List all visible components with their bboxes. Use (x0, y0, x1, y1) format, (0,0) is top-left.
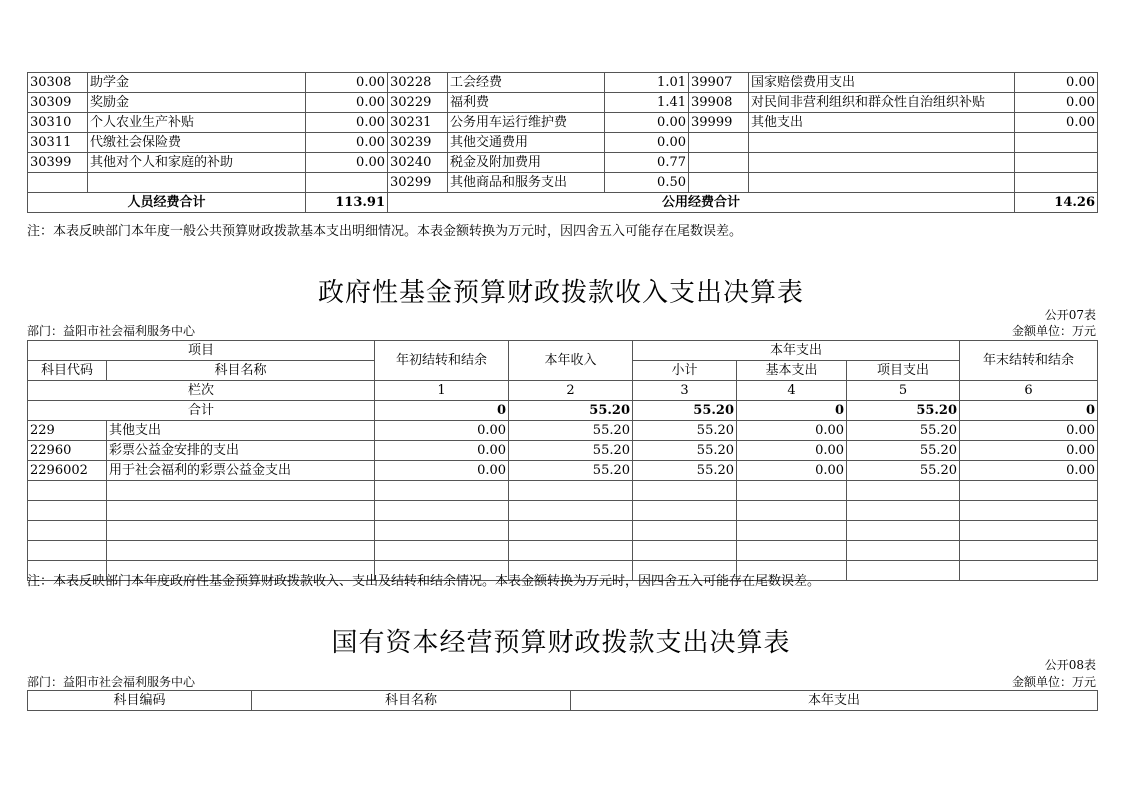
table-cell: 奖励金 (88, 93, 306, 113)
empty-cell (737, 481, 847, 501)
empty-cell (960, 521, 1098, 541)
table-cell: 22960 (28, 441, 107, 461)
header-end-balance: 年末结转和结余 (960, 341, 1098, 381)
table-cell: 30310 (28, 113, 88, 133)
table-cell: 30299 (388, 173, 448, 193)
table-cell: 55.20 (633, 421, 737, 441)
table-cell: 其他支出 (107, 421, 375, 441)
table-cell: 0.00 (737, 441, 847, 461)
total-cell: 0 (737, 401, 847, 421)
empty-cell (28, 501, 107, 521)
table-row (28, 461, 1098, 481)
table7-code: 公开07表 (1044, 308, 1096, 322)
total-cell: 0 (375, 401, 509, 421)
header-code: 科目代码 (28, 361, 107, 381)
empty-row (28, 481, 1098, 501)
table-cell: 55.20 (509, 421, 633, 441)
table-cell: 30308 (28, 73, 88, 93)
empty-cell (633, 481, 737, 501)
total-label: 合计 (28, 401, 375, 421)
table8-unit: 金额单位：万元 (1011, 675, 1096, 689)
empty-cell (107, 541, 375, 561)
table-cell: 0.00 (960, 461, 1098, 481)
header-subtotal: 小计 (633, 361, 737, 381)
empty-cell (107, 521, 375, 541)
table-cell: 0.00 (306, 133, 388, 153)
empty-cell (375, 481, 509, 501)
table-cell: 0.00 (306, 113, 388, 133)
table-cell: 彩票公益金安排的支出 (107, 441, 375, 461)
table-cell: 用于社会福利的彩票公益金支出 (107, 461, 375, 481)
table-cell: 0.00 (306, 93, 388, 113)
header-basic: 基本支出 (737, 361, 847, 381)
state-capital-table (27, 690, 1098, 711)
empty-cell (509, 541, 633, 561)
table7-unit: 金额单位：万元 (1011, 324, 1096, 338)
table-cell (1015, 173, 1098, 193)
table-cell: 55.20 (633, 441, 737, 461)
total-row (28, 401, 1098, 421)
table-cell (749, 153, 1015, 173)
table-cell (689, 173, 749, 193)
empty-cell (737, 501, 847, 521)
table-cell: 0.00 (960, 441, 1098, 461)
table-cell (1015, 133, 1098, 153)
empty-cell (375, 501, 509, 521)
empty-cell (28, 541, 107, 561)
table-cell (28, 173, 88, 193)
table-cell: 其他交通费用 (448, 133, 605, 153)
table-cell: 0.00 (375, 441, 509, 461)
table-cell (689, 133, 749, 153)
empty-row (28, 501, 1098, 521)
column-index: 6 (960, 381, 1098, 401)
table-cell: 0.50 (605, 173, 689, 193)
empty-cell (375, 541, 509, 561)
table-cell (749, 173, 1015, 193)
header-project: 项目支出 (847, 361, 960, 381)
empty-cell (633, 501, 737, 521)
header-name: 科目名称 (252, 691, 571, 711)
totals-row (28, 193, 1098, 213)
empty-cell (960, 561, 1098, 581)
table-cell: 公务用车运行维护费 (448, 113, 605, 133)
table-cell: 个人农业生产补贴 (88, 113, 306, 133)
table-cell (88, 173, 306, 193)
table-cell: 30311 (28, 133, 88, 153)
table-cell: 30228 (388, 73, 448, 93)
table-cell: 其他商品和服务支出 (448, 173, 605, 193)
table-row (28, 173, 1098, 193)
table-cell: 其他对个人和家庭的补助 (88, 153, 306, 173)
table-cell: 0.00 (737, 461, 847, 481)
empty-cell (28, 481, 107, 501)
table-cell: 国家赔偿费用支出 (749, 73, 1015, 93)
table-cell: 2296002 (28, 461, 107, 481)
table-row (28, 441, 1098, 461)
header-name: 科目名称 (107, 361, 375, 381)
table-cell (1015, 153, 1098, 173)
table8-title: 国有资本经营预算财政拨款支出决算表 (331, 628, 791, 658)
empty-cell (960, 501, 1098, 521)
table-cell (749, 133, 1015, 153)
table-cell: 税金及附加费用 (448, 153, 605, 173)
table-cell: 工会经费 (448, 73, 605, 93)
column-index: 3 (633, 381, 737, 401)
table-row (28, 73, 1098, 93)
table-cell: 55.20 (509, 441, 633, 461)
table-cell: 30231 (388, 113, 448, 133)
header-code: 科目编码 (28, 691, 252, 711)
table-cell: 229 (28, 421, 107, 441)
table-cell: 39999 (689, 113, 749, 133)
table8-department: 部门：益阳市社会福利服务中心 (27, 675, 196, 689)
column-index: 5 (847, 381, 960, 401)
empty-cell (847, 561, 960, 581)
empty-cell (509, 501, 633, 521)
table-cell: 其他支出 (749, 113, 1015, 133)
table-cell: 39908 (689, 93, 749, 113)
table7-department: 部门：益阳市社会福利服务中心 (27, 324, 196, 338)
empty-cell (847, 541, 960, 561)
empty-cell (28, 521, 107, 541)
table-cell: 0.00 (737, 421, 847, 441)
table-cell: 0.00 (306, 73, 388, 93)
total-public-label: 公用经费合计 (388, 193, 1015, 213)
header-begin-balance: 年初结转和结余 (375, 341, 509, 381)
empty-row (28, 521, 1098, 541)
table7-note: 注：本表反映部门本年度政府性基金预算财政拨款收入、支出及结转和结余情况。本表金额转换为万元时，因四舍五入可能存在尾数误差。 (27, 574, 821, 589)
table8-code: 公开08表 (1044, 658, 1096, 672)
table-cell: 0.00 (960, 421, 1098, 441)
table-cell: 30309 (28, 93, 88, 113)
empty-cell (107, 501, 375, 521)
empty-cell (633, 541, 737, 561)
column-index: 1 (375, 381, 509, 401)
table-cell: 0.77 (605, 153, 689, 173)
table-row (28, 153, 1098, 173)
table-cell: 30239 (388, 133, 448, 153)
header-expense: 本年支出 (633, 341, 960, 361)
empty-cell (737, 541, 847, 561)
table-cell: 1.01 (605, 73, 689, 93)
empty-cell (737, 521, 847, 541)
table-row (28, 421, 1098, 441)
empty-cell (633, 521, 737, 541)
total-personnel-label: 人员经费合计 (28, 193, 306, 213)
total-cell: 0 (960, 401, 1098, 421)
empty-cell (107, 481, 375, 501)
table-cell (306, 173, 388, 193)
table-cell: 0.00 (605, 113, 689, 133)
table-cell: 0.00 (375, 461, 509, 481)
table-cell: 助学金 (88, 73, 306, 93)
table-cell: 0.00 (1015, 73, 1098, 93)
column-index-label: 栏次 (28, 381, 375, 401)
empty-cell (375, 521, 509, 541)
basic-expenditure-table (27, 72, 1098, 213)
table-cell: 1.41 (605, 93, 689, 113)
table-cell: 0.00 (1015, 113, 1098, 133)
table-cell: 代缴社会保险费 (88, 133, 306, 153)
table-cell: 0.00 (1015, 93, 1098, 113)
table6-note: 注：本表反映部门本年度一般公共预算财政拨款基本支出明细情况。本表金额转换为万元时，因四舍五入可能存在尾数误差。 (27, 224, 743, 239)
empty-cell (960, 541, 1098, 561)
table-cell (689, 153, 749, 173)
empty-cell (847, 501, 960, 521)
table-cell: 39907 (689, 73, 749, 93)
table-cell: 0.00 (375, 421, 509, 441)
table-cell: 55.20 (509, 461, 633, 481)
table-cell: 55.20 (847, 461, 960, 481)
table7-title: 政府性基金预算财政拨款收入支出决算表 (317, 278, 804, 308)
table-cell: 对民间非营利组织和群众性自治组织补贴 (749, 93, 1015, 113)
table-cell: 30229 (388, 93, 448, 113)
table-cell: 福利费 (448, 93, 605, 113)
header-expense: 本年支出 (571, 691, 1098, 711)
header-income: 本年收入 (509, 341, 633, 381)
total-cell: 55.20 (633, 401, 737, 421)
empty-cell (847, 521, 960, 541)
empty-cell (960, 481, 1098, 501)
table-cell: 55.20 (847, 441, 960, 461)
empty-row (28, 541, 1098, 561)
table-row (28, 113, 1098, 133)
empty-cell (847, 481, 960, 501)
total-cell: 55.20 (847, 401, 960, 421)
table-cell: 30240 (388, 153, 448, 173)
gov-fund-table (27, 340, 1098, 581)
column-index: 2 (509, 381, 633, 401)
header-item: 项目 (28, 341, 375, 361)
table-row (28, 133, 1098, 153)
table-cell: 55.20 (847, 421, 960, 441)
total-personnel-value: 113.91 (306, 193, 388, 213)
total-public-value: 14.26 (1015, 193, 1098, 213)
empty-cell (509, 521, 633, 541)
table-cell: 0.00 (605, 133, 689, 153)
column-index: 4 (737, 381, 847, 401)
table-cell: 30399 (28, 153, 88, 173)
table-cell: 0.00 (306, 153, 388, 173)
table-cell: 55.20 (633, 461, 737, 481)
total-cell: 55.20 (509, 401, 633, 421)
empty-cell (509, 481, 633, 501)
table-row (28, 93, 1098, 113)
